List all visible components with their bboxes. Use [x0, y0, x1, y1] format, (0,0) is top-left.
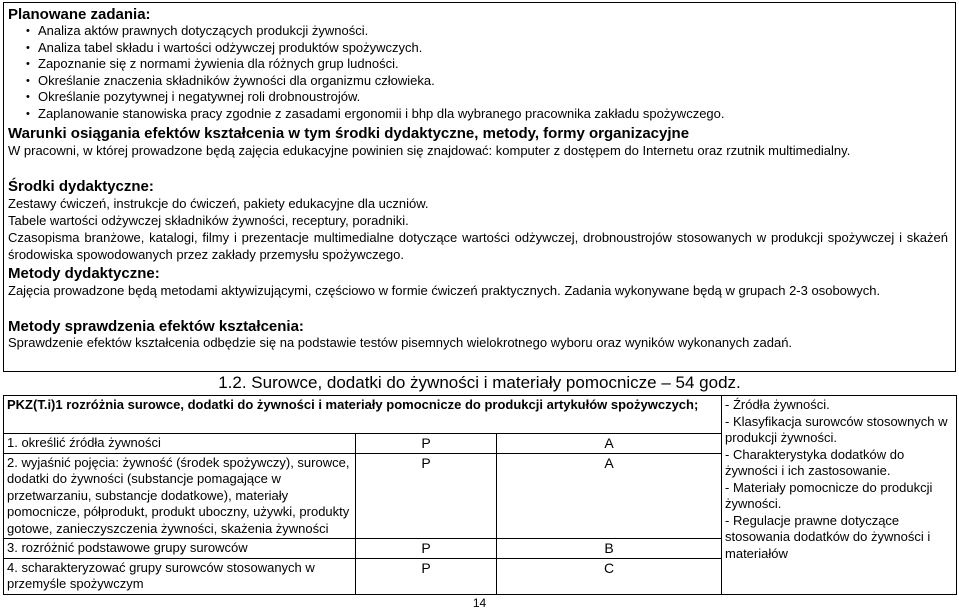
conditions-text: W pracowni, w której prowadzone będą zajęcia edukacyjne powinien się znajdować: komputer z dostępem do Internetu oraz rzutnik multimedialny.: [8, 143, 851, 158]
outcome-text: 3. rozróżnić podstawowe grupy surowców: [4, 539, 356, 559]
topic-item: - Klasyfikacja surowców stosownych w produkcji żywności.: [725, 413, 948, 445]
category-cell: P: [356, 434, 497, 454]
teaching-aids-line-3: Czasopisma branżowe, katalogi, filmy i prezentacje multimedialne dotyczące wartości odżywczej, drobnoustrojów stosowanych w produkcji spożywczej i skażeń środowiska spowodowanych przez zakłady przemysłu spożywczego.: [8, 230, 948, 262]
outcome-text: 4. scharakteryzować grupy surowców stosowanych w przemyśle spożywczym: [4, 558, 356, 594]
topic-item: - Charakterystyka dodatków do żywności i ich zastosowanie.: [725, 446, 905, 478]
section-heading: 1.2. Surowce, dodatki do żywności i materiały pomocnicze – 54 godz.: [218, 373, 741, 392]
outcome-text: 2. wyjaśnić pojęcia: żywność (środek spożywczy), surowce, dodatki do żywności (substancje pomagające w przetwarzaniu, substancje dodatkowe), materiały pomocnicze, półprodukt, produkt uboczny, używki, produkty gotowe, zanieczyszczenia żywności, skażenia żywności: [4, 453, 356, 539]
category-cell: P: [356, 558, 497, 594]
level-cell: C: [497, 558, 722, 594]
assessment-methods-title: Metody sprawdzenia efektów kształcenia:: [8, 318, 304, 335]
topic-item: - Regulacje prawne dotyczące stosowania dodatków do żywności i materiałów: [725, 512, 931, 561]
list-item: • Zapoznanie się z normami żywienia dla różnych grup ludności.: [8, 56, 725, 73]
list-item: • Zaplanowanie stanowiska pracy zgodnie z zasadami ergonomii i bhp dla wybranego pracownika zakładu spożywczego.: [8, 106, 725, 123]
list-item: • Analiza aktów prawnych dotyczących produkcji żywności.: [8, 23, 725, 40]
page-number: 14: [472, 596, 487, 610]
table-header-cell: PKZ(T.i)1 rozróżnia surowce, dodatki do żywności i materiały pomocnicze do produkcji artykułów spożywczych;: [4, 396, 722, 434]
level-cell: B: [497, 539, 722, 559]
level-cell: A: [497, 434, 722, 454]
learning-outcomes-table: [3, 395, 957, 595]
assessment-methods-text: Sprawdzenie efektów kształcenia odbędzie się na podstawie testów pisemnych wielokrotnego wyboru oraz wyników wykonanych zadań.: [8, 335, 793, 350]
category-cell: P: [356, 539, 497, 559]
teaching-aids-title: Środki dydaktyczne:: [8, 178, 154, 195]
list-item: • Analiza tabel składu i wartości odżywczej produktów spożywczych.: [8, 40, 725, 57]
teaching-methods-title: Metody dydaktyczne:: [8, 265, 160, 282]
list-item: • Określanie pozytywnej i negatywnej roli drobnoustrojów.: [8, 89, 725, 106]
category-cell: P: [356, 453, 497, 539]
planned-tasks-list: [8, 23, 725, 122]
teaching-aids-line-1: Zestawy ćwiczeń, instrukcje do ćwiczeń, pakiety edukacyjne dla uczniów.: [8, 196, 429, 211]
planned-tasks-title: Planowane zadania:: [8, 6, 151, 23]
topic-item: - Materiały pomocnicze do produkcji żywności.: [725, 479, 933, 511]
list-item: • Określanie znaczenia składników żywności dla organizmu człowieka.: [8, 73, 725, 90]
conditions-title: Warunki osiągania efektów kształcenia w tym środki dydaktyczne, metody, formy organizacyjne: [8, 125, 690, 142]
teaching-methods-text: Zajęcia prowadzone będą metodami aktywizującymi, częściowo w formie ćwiczeń praktycznych. Zadania wykonywane będą w grupach 2-3 osobowych.: [8, 283, 881, 298]
outcome-text: 1. określić źródła żywności: [4, 434, 356, 454]
topic-item: - Źródła żywności.: [725, 397, 830, 412]
level-cell: A: [497, 453, 722, 539]
teaching-aids-line-2: Tabele wartości odżywczej składników żywności, receptury, poradniki.: [8, 213, 409, 228]
topics-cell: [722, 396, 957, 595]
